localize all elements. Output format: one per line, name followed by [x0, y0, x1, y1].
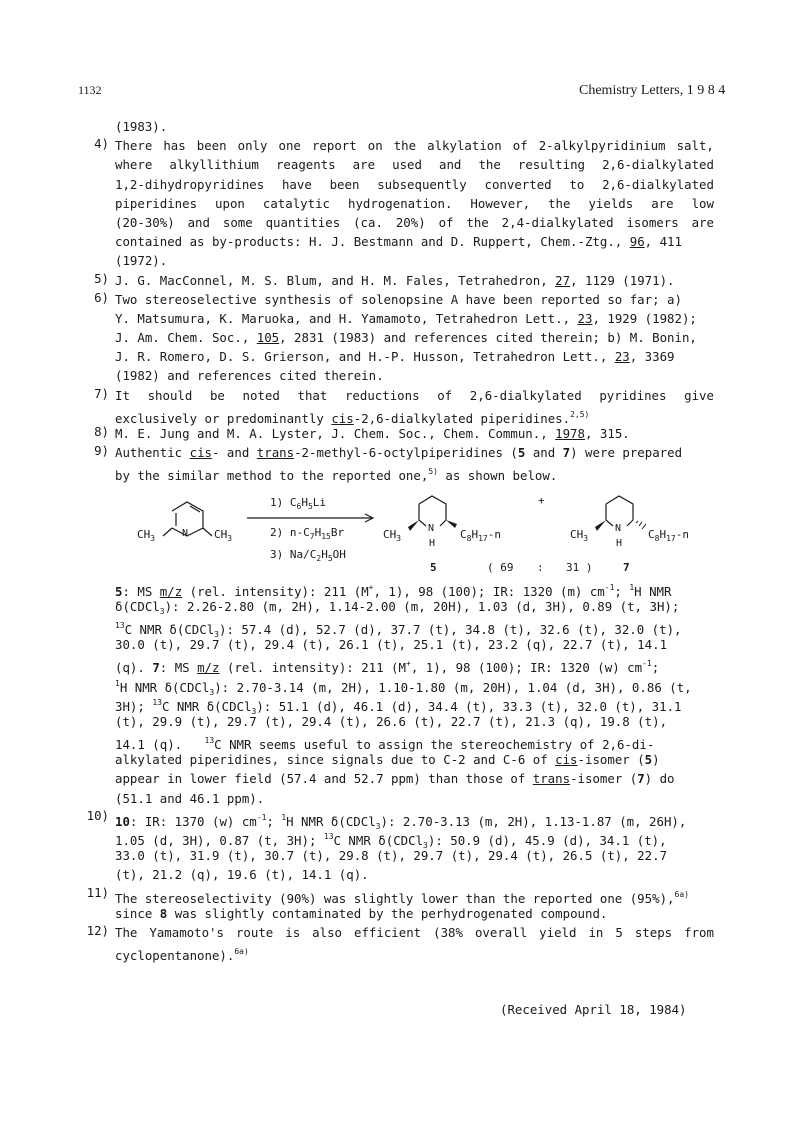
word: of [512, 138, 528, 154]
ref12-line: cyclopentanone).$^{6a)}$ [115, 947, 249, 964]
word: that [297, 387, 328, 403]
ref4-line: contained as by-products: H. J. Bestmann and D. Ruppert, Chem.-Ztg., 96, 411 [115, 234, 682, 250]
ref6-line: J. Am. Chem. Soc., 105, 2831 (1983) and references cited therein; b) M. Bonin, [115, 330, 697, 346]
piperidine-7-ring [606, 496, 633, 520]
word: is [285, 924, 301, 940]
word: reagents [275, 157, 336, 173]
word: and [439, 157, 462, 173]
spectral-data-5-7 [0, 578, 793, 808]
ref-number: 11) [86, 884, 109, 900]
word: are [651, 195, 674, 211]
word: alkylation [427, 138, 502, 154]
word: There [115, 138, 153, 154]
word: efficient [354, 924, 422, 940]
word: yield [539, 924, 577, 940]
word: The [115, 924, 138, 940]
word: alkyllithium [169, 157, 259, 173]
word: are [691, 214, 714, 230]
methyl-label: $CH_3$ [383, 527, 402, 543]
ref4-line [115, 136, 714, 155]
data-line: $^1$H NMR δ(CDCl$_3$): 2.70-3.14 (m, 2H), 1.10-1.80 (m, 20H), 1.04 (d, 3H), 0.86 (t, [115, 678, 692, 697]
wedge-bond [408, 520, 419, 531]
wedge-bond [595, 520, 606, 531]
word: of [437, 387, 453, 403]
word: (38% [433, 924, 463, 940]
word: on [367, 138, 383, 154]
word: the [466, 214, 489, 230]
word: and [187, 214, 210, 230]
word: (ca. [353, 214, 383, 230]
word: overall [474, 924, 528, 940]
ref-number: 6) [94, 289, 109, 305]
word: However, [470, 195, 531, 211]
word: isomers [626, 214, 679, 230]
reference-5 [0, 271, 793, 290]
ref10-line: 10: IR: 1370 (w) $cm^{-1}$; $^1$H NMR δ(CDCl$_3$): 2.70-3.13 (m, 2H), 1.13-1.87 (m, 26H), [115, 812, 687, 831]
ref8-line: M. E. Jung and M. A. Lyster, J. Chem. Soc., Chem. Commun., 1978, 315. [115, 426, 630, 441]
data-line: appear in lower field (57.4 and 52.7 ppm) than those of trans-isomer (7) do [115, 771, 675, 787]
word: 20%) [395, 214, 426, 230]
word: 2,4-dialkylated [501, 214, 614, 230]
ref6-line: Y. Matsumura, K. Maruoka, and H. Yamamoto, Tetrahedron Lett., 23, 1929 (1982); [115, 310, 697, 326]
ref11-line: The stereoselectivity (90%) was slightly lower than the reported one (95%),$^{6a)}$ [115, 889, 689, 906]
ref4-line [115, 194, 714, 213]
data-line: (51.1 and 46.1 ppm). [115, 790, 265, 806]
journal-title: Chemistry Letters, 1 9 8 4 [579, 83, 726, 98]
word: used [392, 157, 422, 173]
ref9-line: Authentic cis- and trans-2-methyl-6-octylpiperidines (5 and 7) were prepared [115, 445, 683, 461]
word: yields [588, 195, 634, 211]
ref-number: 8) [94, 424, 109, 439]
word: hydrogenation. [348, 195, 453, 211]
word: steps [634, 924, 673, 940]
ref9-line: by the similar method to the reported one,$^{5)}$ as shown below. [115, 467, 558, 484]
word: (20-30%) [115, 214, 175, 230]
word: pyridines [599, 387, 667, 403]
ratio-69: ( 69 [487, 560, 514, 574]
reference-12 [0, 922, 793, 964]
compound-label-7: 7 [623, 560, 630, 574]
ref6-line: (1982) and references cited therein. [115, 368, 384, 384]
word: piperidines [115, 195, 198, 211]
word: only [237, 138, 268, 154]
ref-number: 10) [86, 807, 109, 823]
word: from [684, 924, 714, 940]
word: also [312, 924, 343, 940]
data-line: alkylated piperidines, since signals due to C-2 and C-6 of cis-isomer (5) [115, 752, 660, 768]
word: salt, [676, 138, 714, 154]
hash-bond [636, 521, 646, 529]
ref4-line [115, 175, 714, 194]
word: subsequently [377, 176, 467, 192]
word: resulting [517, 157, 586, 173]
word: low [691, 195, 714, 211]
methyl-label: $CH_3$ [214, 527, 233, 543]
ref12-line [115, 923, 714, 942]
octyl-label: $C_8H_{17}-n$ [460, 527, 501, 543]
ratio-31: 31 ) [566, 560, 593, 574]
word: report [311, 138, 357, 154]
ref10-line: 1.05 (d, 3H), 0.87 (t, 3H); $^{13}$C NMR δ(CDCl$_3$): 50.9 (d), 45.9 (d), 34.1 (t), [115, 832, 667, 850]
reagent-step-3: 3) $Na/C_2H_5OH$ [270, 547, 346, 563]
data-line: 5: MS m/z (rel. intensity): 211 (M+, 1), 98 (100); IR: 1320 (m) $cm^{-1}$; $^1$H NMR [115, 582, 672, 599]
ref6-line: J. R. Romero, D. S. Grierson, and H.-P. Husson, Tetrahedron Lett., 23, 3369 [115, 349, 675, 365]
word: been [329, 176, 360, 192]
word: are [352, 157, 376, 173]
ref-number: 12) [86, 922, 109, 938]
reference-4 [0, 136, 793, 270]
data-line: δ(CDCl$_3$): 2.26-2.80 (m, 2H), 1.14-2.00 (m, 20H), 1.03 (d, 3H), 0.89 (t, 3H); [115, 598, 680, 616]
ref-number: 5) [94, 270, 109, 286]
reference-7 [0, 386, 793, 424]
ref7-line: exclusively or predominantly cis-2,6-dialkylated piperidines.$^{2,5)}$ [115, 409, 590, 426]
word: the [393, 138, 417, 154]
word: of [438, 214, 454, 230]
word: upon [215, 195, 245, 211]
references [0, 117, 793, 964]
word: has [163, 138, 186, 154]
word: the [548, 195, 571, 211]
word: noted [242, 387, 280, 403]
ref-number: 4) [94, 136, 109, 152]
ref3-line: (1983). [115, 119, 168, 134]
data-line: (q). 7: MS m/z (rel. intensity): 211 (M+, 1), 98 (100); IR: 1320 (w) $cm^{-1}$; [115, 659, 660, 676]
word: 2,6-dialkylated [602, 157, 714, 173]
page-number: 1132 [78, 83, 102, 97]
piperidine-5-ring [419, 496, 446, 520]
reference-10 [0, 808, 793, 885]
word: give [684, 387, 714, 403]
nitrogen-label: N [182, 527, 189, 539]
ref-number: 9) [94, 443, 109, 459]
reagent-step-1: 1) $C_6H_5Li$ [270, 495, 327, 511]
word: 5 [615, 924, 623, 940]
nitrogen-label: N [428, 522, 435, 534]
ref5-line: J. G. MacConnel, M. S. Blum, and H. M. Fales, Tetrahedron, 27, 1129 (1971). [115, 272, 675, 288]
reference-9 [0, 443, 793, 484]
word: catalytic [262, 195, 331, 211]
word: 1,2-dihydropyridines [115, 176, 265, 192]
wedge-bond [446, 520, 457, 528]
nitrogen-label: N [615, 522, 622, 534]
word: quantities [265, 214, 341, 230]
ref4-line [115, 213, 714, 232]
word: should [147, 387, 193, 403]
ref4-line: (1972). [115, 253, 168, 269]
compound-label-5: 5 [430, 560, 437, 574]
word: been [196, 138, 227, 154]
data-line: 14.1 (q). $^{13}$C NMR seems useful to assign the stereochemistry of 2,6-di- [115, 736, 655, 753]
nh-hydrogen-label: H [429, 537, 436, 549]
reference-8 [0, 424, 793, 443]
word: reductions [344, 387, 420, 403]
data-line: 30.0 (t), 29.7 (t), 29.4 (t), 26.1 (t), 25.1 (t), 23.2 (q), 22.7 (t), 14.1 [115, 637, 668, 653]
received-date: (Received April 18, 1984) [500, 1002, 687, 1017]
octyl-label: $C_8H_{17}-n$ [648, 527, 689, 543]
nh-hydrogen-label: H [616, 537, 623, 549]
reference-3-tail [0, 117, 793, 136]
ref10-line: 33.0 (t), 31.9 (t), 30.7 (t), 29.8 (t), 29.7 (t), 29.4 (t), 26.5 (t), 22.7 [115, 848, 668, 864]
word: converted [484, 176, 552, 192]
word: 2,6-dialkylated [469, 387, 582, 403]
reference-11 [0, 885, 793, 923]
ref6-line: Two stereoselective synthesis of solenopsine A have been reported so far; a) [115, 291, 682, 307]
plus-sign: + [538, 493, 545, 507]
data-line: $^{13}$C NMR δ(CDCl$_3$): 57.4 (d), 52.7 (d), 37.7 (t), 34.8 (t), 32.6 (t), 32.0 (t), [115, 620, 682, 639]
word: be [209, 387, 225, 403]
reagent-step-2: 2) $n-C_7H_{15}Br$ [270, 525, 345, 541]
word: one [278, 138, 301, 154]
word: route [235, 924, 274, 940]
reaction-scheme [0, 482, 793, 578]
word: to [569, 176, 585, 192]
ref-number: 7) [94, 385, 109, 401]
ref11-line: since 8 was slightly contaminated by the perhydrogenated compound. [115, 905, 608, 921]
word: 2-alkylpyridinium [538, 138, 666, 154]
word: 2,6-dialkylated [602, 176, 714, 192]
ratio-colon: : [537, 560, 544, 574]
ref7-line [115, 386, 714, 405]
ref10-line: (t), 21.2 (q), 19.6 (t), 14.1 (q). [115, 867, 369, 883]
methyl-label: $CH_3$ [570, 527, 589, 543]
ref4-line [115, 155, 714, 174]
word: have [281, 176, 312, 192]
data-line: 3H); $^{13}$C NMR δ(CDCl$_3$): 51.1 (d), 46.1 (d), 34.4 (t), 33.3 (t), 32.0 (t), 31.1 [115, 697, 682, 716]
word: where [115, 157, 153, 173]
data-line: (t), 29.9 (t), 29.7 (t), 29.4 (t), 26.6 (t), 22.7 (t), 21.3 (q), 19.8 (t), [115, 713, 668, 729]
methyl-label: $CH_3$ [137, 527, 156, 543]
word: the [478, 157, 501, 173]
word: Yamamoto's [149, 924, 224, 940]
word: some [222, 214, 253, 230]
word: in [588, 924, 604, 940]
word: It [115, 387, 130, 403]
reference-6 [0, 290, 793, 386]
